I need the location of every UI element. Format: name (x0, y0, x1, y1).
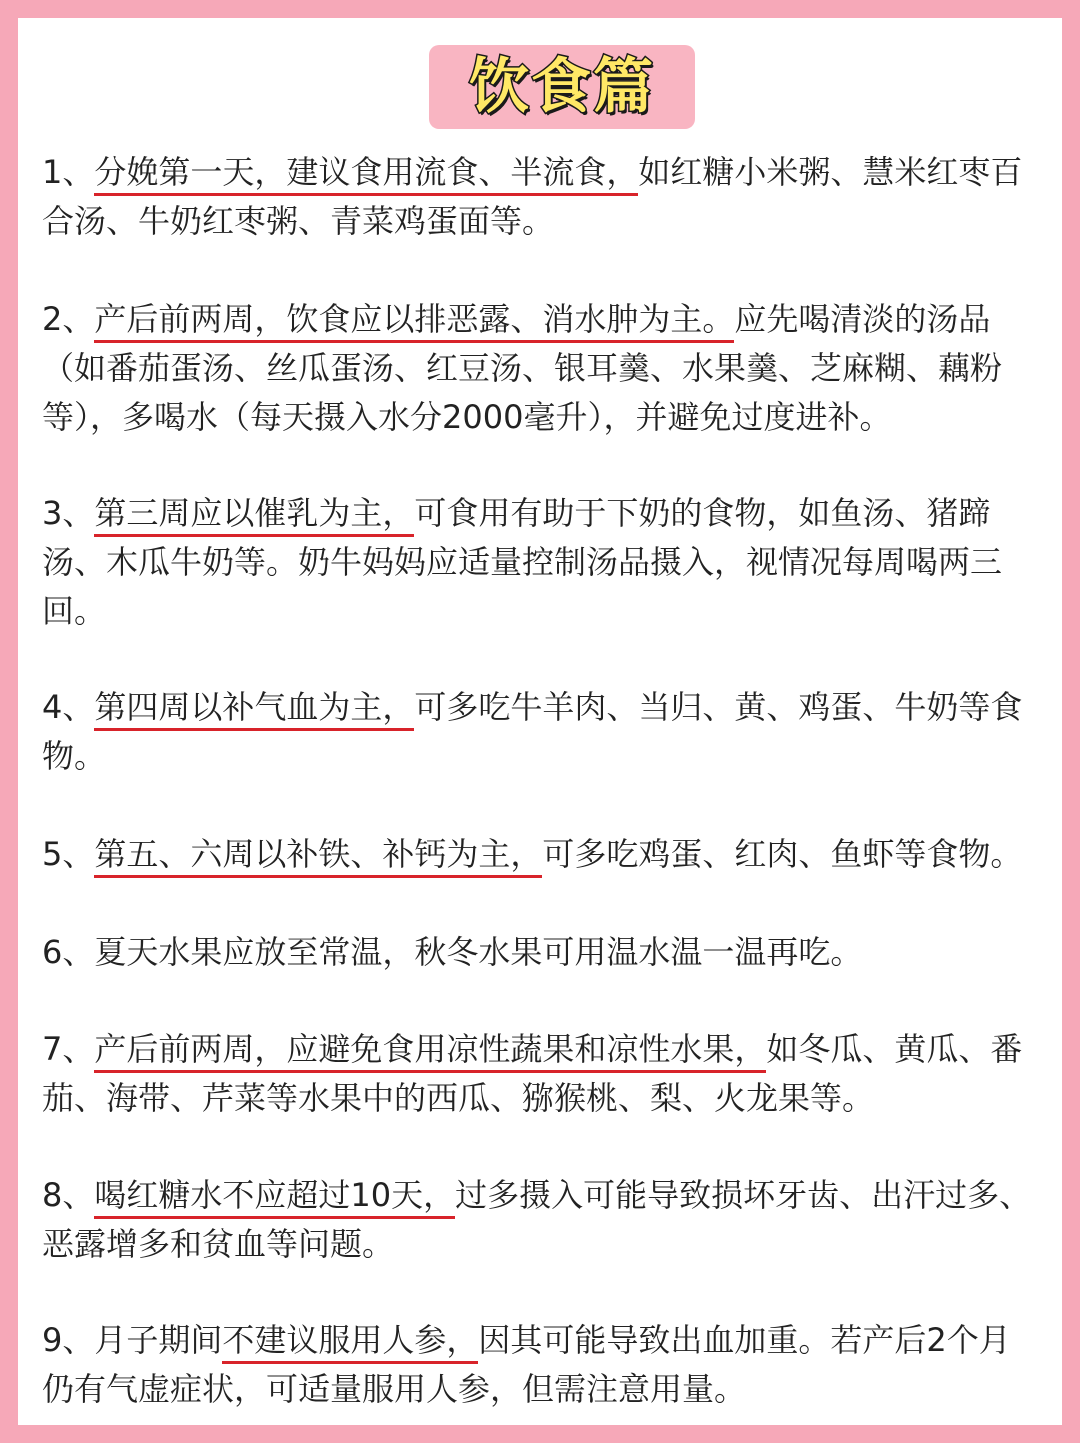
item-text: 夏天水果应放至常温，秋冬水果可用温水温一温再吃。 (94, 933, 863, 971)
highlight-text: 产后前两周，应避免食用凉性蔬果和凉性水果， (94, 1030, 766, 1073)
highlight-text: 产后前两周，饮食应以排恶露、消水肿为主。 (94, 300, 734, 343)
tip-item-1 (42, 148, 1042, 246)
tip-item-3 (42, 489, 1042, 636)
highlight-text: 第五、六周以补铁、补钙为主， (94, 835, 542, 878)
tip-item-6 (42, 928, 1042, 977)
item-text: 过多摄入可能导致损坏牙齿、出汗过多、恶露增多和贫血等问题。 (42, 1176, 1032, 1263)
item-number: 9、 (42, 1321, 95, 1359)
item-number: 7、 (42, 1030, 95, 1068)
highlight-text: 第四周以补气血为主， (94, 688, 414, 731)
tip-item-2 (42, 295, 1042, 442)
item-text: 应先喝清淡的汤品（如番茄蛋汤、丝瓜蛋汤、红豆汤、银耳羹、水果羹、芝麻糊、藕粉等），多喝水（每天摄入水分2000毫升），并避免过度进补。 (42, 300, 1003, 436)
content-card (18, 18, 1062, 1425)
highlight-text: 分娩第一天，建议食用流食、半流食， (94, 153, 638, 196)
item-number: 8、 (42, 1176, 95, 1214)
highlight-text: 不建议服用人参， (222, 1321, 478, 1364)
item-text: 如冬瓜、黄瓜、番茄、海带、芹菜等水果中的西瓜、猕猴桃、梨、火龙果等。 (42, 1030, 1023, 1117)
item-text: 可多吃鸡蛋、红肉、鱼虾等食物。 (542, 835, 1023, 873)
item-text: 可食用有助于下奶的食物，如鱼汤、猪蹄汤、木瓜牛奶等。奶牛妈妈应适量控制汤品摄入，视情况每周喝两三回。 (42, 494, 1003, 630)
highlight-text: 第三周应以催乳为主， (94, 494, 414, 537)
tip-item-5 (42, 830, 1042, 879)
item-number: 3、 (42, 494, 95, 532)
item-text: 可多吃牛羊肉、当归、黄、鸡蛋、牛奶等食物。 (42, 688, 1023, 775)
highlight-text: 喝红糖水不应超过10天， (94, 1176, 455, 1219)
item-text: 如红糖小米粥、慧米红枣百合汤、牛奶红枣粥、青菜鸡蛋面等。 (42, 153, 1023, 240)
item-text: 因其可能导致出血加重。若产后2个月仍有气虚症状，可适量服用人参，但需注意用量。 (42, 1321, 1011, 1408)
item-number: 1、 (42, 153, 95, 191)
tip-item-4 (42, 683, 1042, 781)
title-banner (429, 45, 695, 129)
tip-item-9 (42, 1316, 1042, 1414)
item-number: 5、 (42, 835, 95, 873)
item-text-lead: 月子期间 (94, 1321, 223, 1359)
tip-item-7 (42, 1025, 1042, 1123)
item-number: 6、 (42, 933, 95, 971)
tip-item-8 (42, 1171, 1042, 1269)
page-title: 饮食篇 (469, 52, 655, 122)
item-number: 4、 (42, 688, 95, 726)
item-number: 2、 (42, 300, 95, 338)
